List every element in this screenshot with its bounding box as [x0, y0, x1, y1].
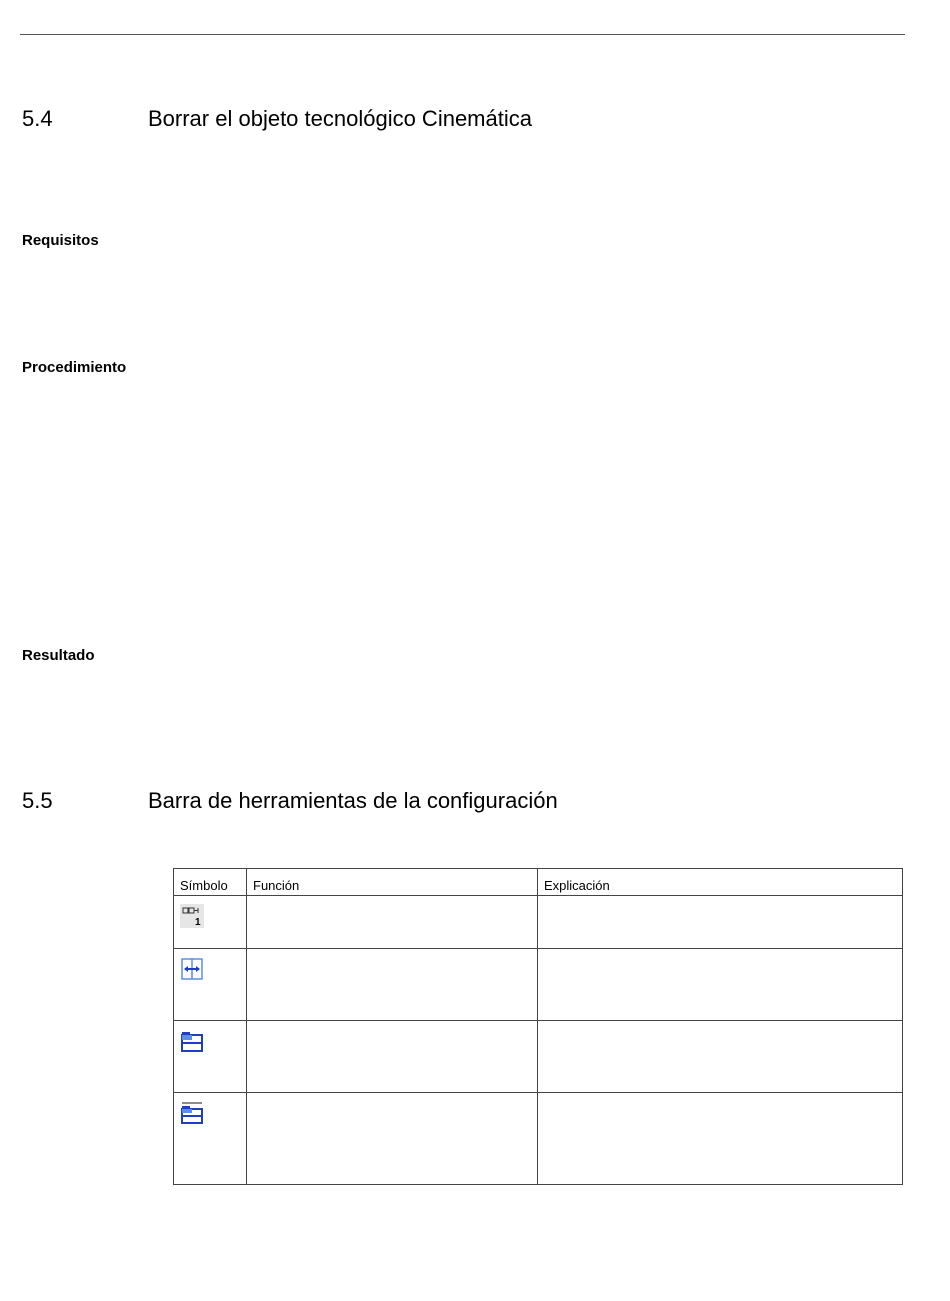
section-number: 5.4 — [22, 106, 53, 131]
symbol-column-header: Símbolo — [174, 869, 247, 896]
interconnection-arrows-icon — [180, 957, 204, 981]
symbol-cell — [174, 896, 247, 949]
function-column-header: Función — [247, 869, 538, 896]
expand-folder-icon — [180, 1029, 204, 1053]
function-cell — [247, 949, 538, 1021]
requirements-label: Requisitos — [22, 232, 99, 249]
table-row — [174, 896, 903, 949]
procedure-label: Procedimiento — [22, 359, 127, 376]
function-cell — [247, 896, 538, 949]
symbol-cell — [174, 1021, 247, 1093]
table-row — [174, 1093, 903, 1185]
explanation-cell — [538, 1021, 903, 1093]
table-row — [174, 949, 903, 1021]
explanation-cell — [538, 896, 903, 949]
symbol-cell — [174, 1093, 247, 1185]
display-format-icon-digit: 1 — [195, 917, 201, 928]
explanation-cell — [538, 949, 903, 1021]
function-cell — [247, 1093, 538, 1185]
toolbar-symbols-table — [173, 868, 903, 1185]
section-title: Borrar el objeto tecnológico Cinemática — [148, 106, 532, 131]
collapse-folder-icon — [180, 1101, 204, 1125]
function-cell — [247, 1021, 538, 1093]
table-header-row — [174, 869, 903, 896]
symbol-cell — [174, 949, 247, 1021]
section-number: 5.5 — [22, 788, 53, 813]
header-rule — [20, 34, 905, 35]
display-format-icon — [180, 904, 204, 928]
explanation-cell — [538, 1093, 903, 1185]
table-row — [174, 1021, 903, 1093]
section-title: Barra de herramientas de la configuración — [148, 788, 558, 813]
result-label: Resultado — [22, 647, 95, 664]
explanation-column-header: Explicación — [538, 869, 903, 896]
